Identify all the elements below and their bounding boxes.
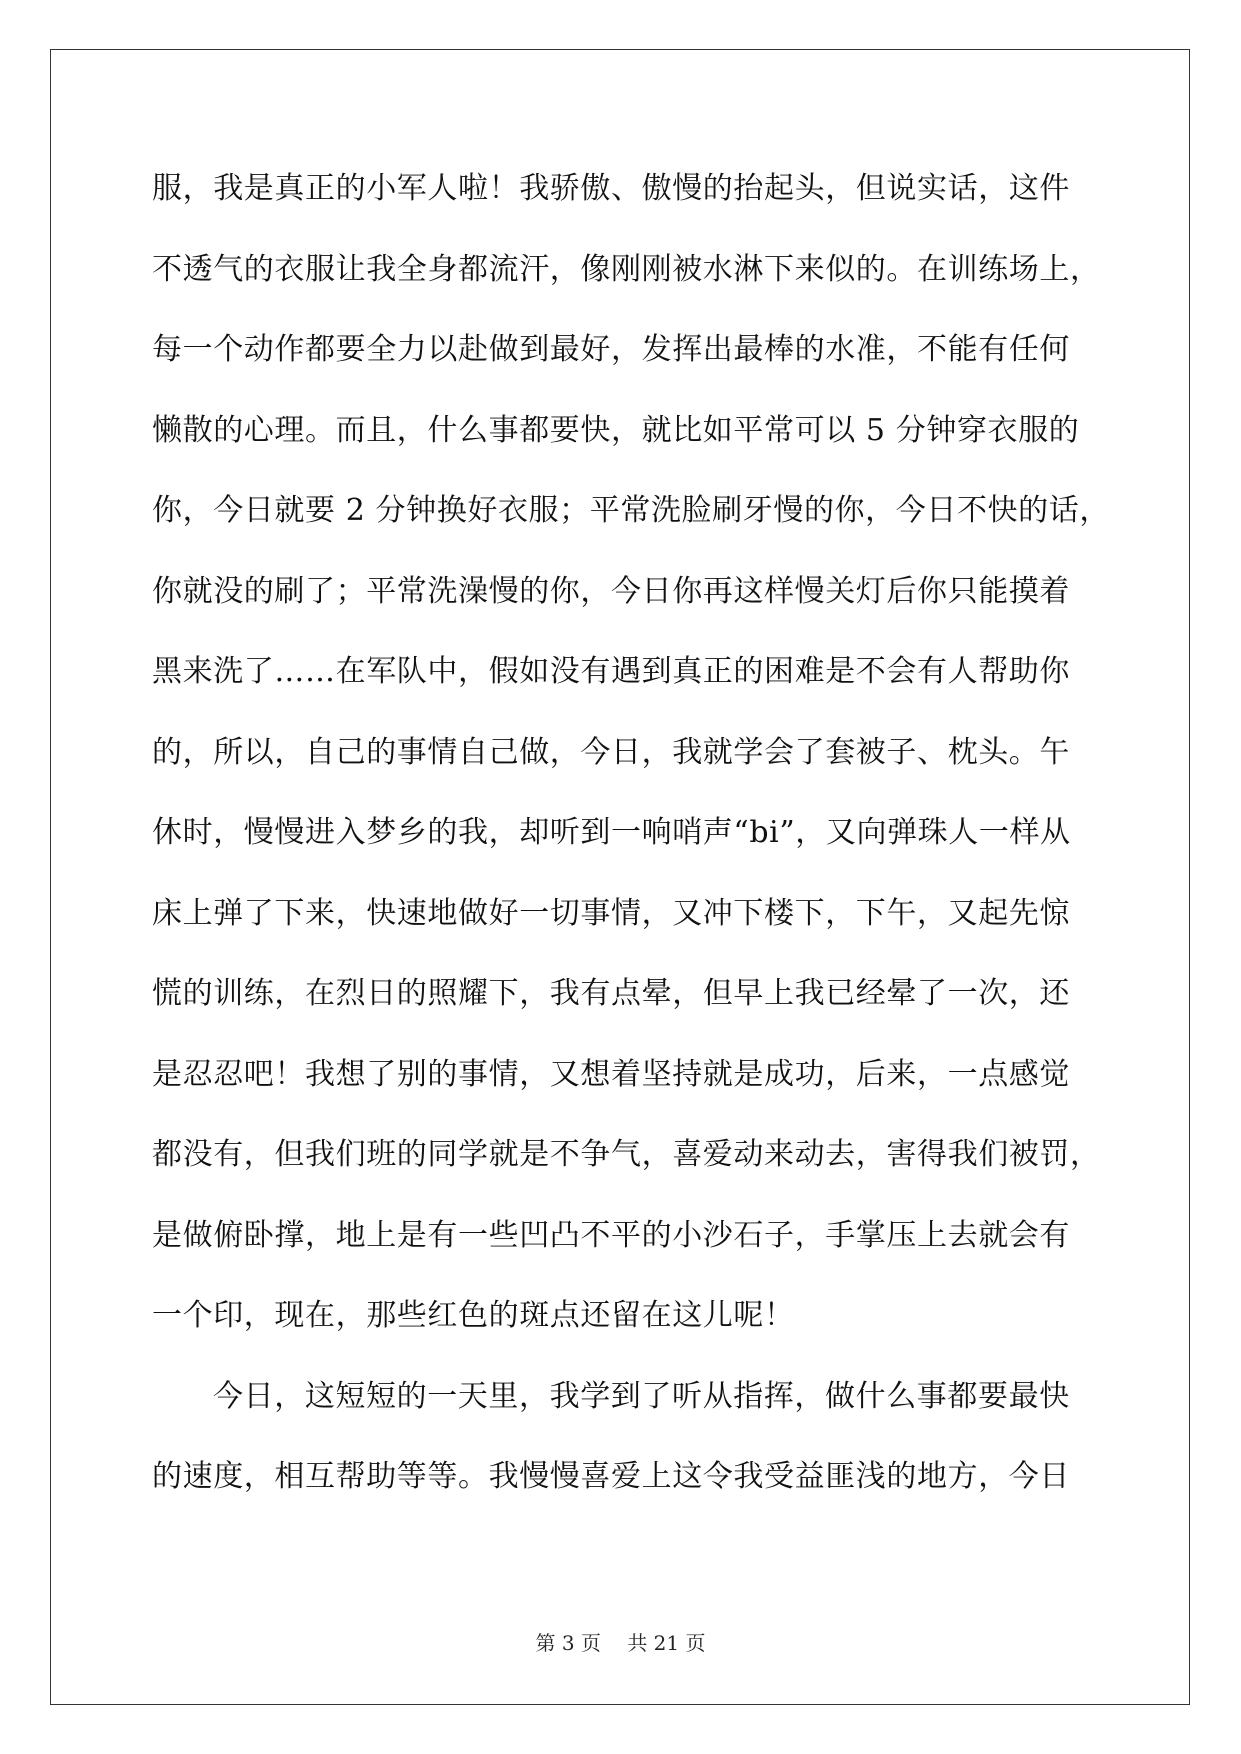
text-line: 今日，这短短的一天里，我学到了听从指挥，做什么事都要最快 [213,1378,1070,1414]
text-line: 休时，慢慢进入梦乡的我，却听到一响哨声“bi”，又向弹珠人一样从 [152,815,1071,850]
text-line: 你，今日就要 2 分钟换好衣服；平常洗脸刷牙慢的你，今日不快的话， [152,493,1110,528]
text-line: 都没有，但我们班的同学就是不争气，喜爱动来动去，害得我们被罚， [152,1137,1101,1172]
text-line: 的，所以，自己的事情自己做，今日，我就学会了套被子、枕头。午 [152,734,1070,770]
text-line: 慌的训练，在烈日的照耀下，我有点晕，但早上我已经晕了一次，还 [152,976,1070,1011]
page-footer [0,1629,1241,1657]
text-line: 不透气的衣服让我全身都流汗，像刚刚被水淋下来似的。在训练场上， [152,251,1101,287]
text-line: 每一个动作都要全力以赴做到最好，发挥出最棒的水准，不能有任何 [152,332,1070,367]
text-line: 床上弹了下来，快速地做好一切事情，又冲下楼下，下午，又起先惊 [152,895,1070,931]
text-line: 服，我是真正的小军人啦！我骄傲、傲慢的抬起头，但说实话，这件 [152,171,1070,206]
text-line: 一个印，现在，那些红色的斑点还留在这儿呢！ [152,1298,795,1333]
text-line: 是做俯卧撑，地上是有一些凹凸不平的小沙石子，手掌压上去就会有 [152,1217,1070,1253]
text-line: 黑来洗了……在军队中，假如没有遇到真正的困难是不会有人帮助你 [152,654,1070,689]
text-line: 是忍忍吧！我想了别的事情，又想着坚持就是成功，后来，一点感觉 [152,1056,1070,1092]
text-line: 的速度，相互帮助等等。我慢慢喜爱上这令我受益匪浅的地方，今日 [152,1459,1070,1494]
document-body [152,160,1110,1529]
text-line: 懒散的心理。而且，什么事都要快，就比如平常可以 5 分钟穿衣服的 [152,412,1080,448]
page-number-total: 共 21 页 [627,1631,706,1655]
text-line: 你就没的刷了；平常洗澡慢的你，今日你再这样慢关灯后你只能摸着 [152,573,1070,609]
page-number-current: 第 3 页 [535,1631,601,1655]
